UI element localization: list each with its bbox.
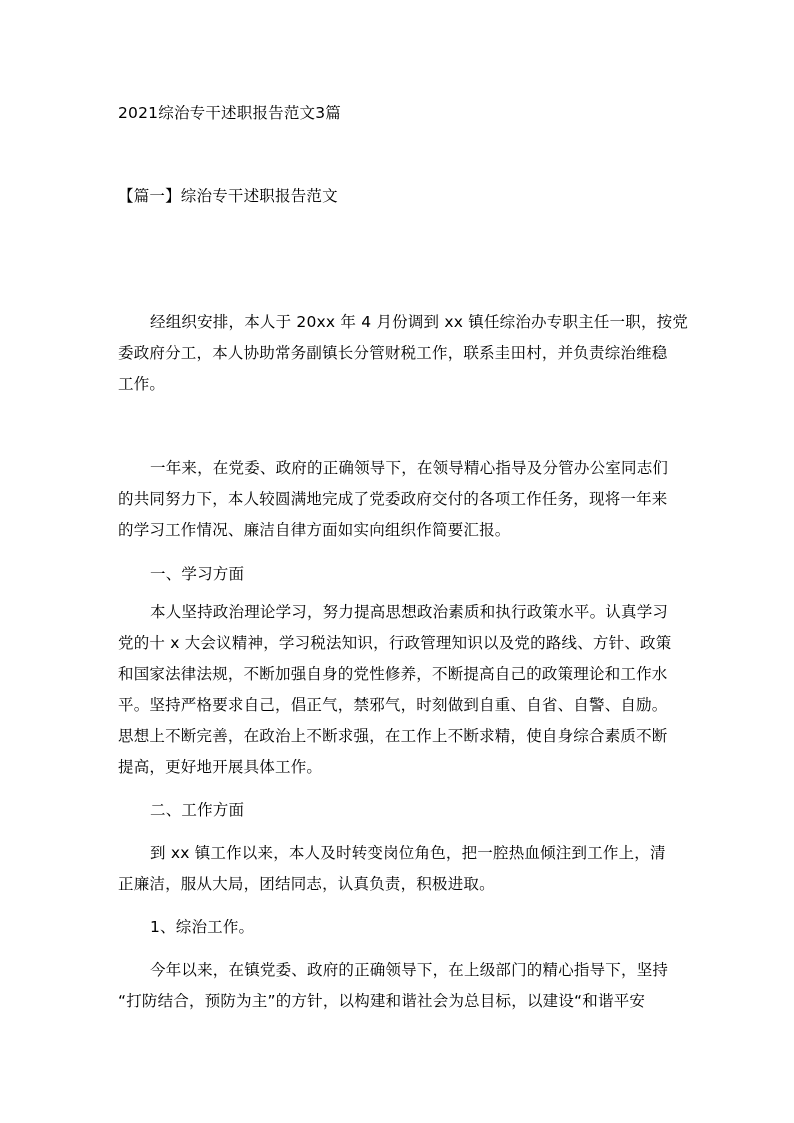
paragraph-line: 平。坚持严格要求自己，倡正气，禁邪气，时刻做到自重、自省、自警、自励。 (118, 696, 668, 714)
subheading: 一、学习方面 (150, 565, 245, 583)
paragraph-line: 经组织安排，本人于 20xx 年 4 月份调到 xx 镇任综治办专职主任一职，按党 (150, 313, 689, 331)
paragraph-line: 和国家法律法规，不断加强自身的党性修养，不断提高自己的政策理论和工作水 (118, 665, 668, 683)
paragraph-line: 的共同努力下，本人较圆满地完成了党委政府交付的各项工作任务，现将一年来 (118, 490, 668, 508)
paragraph-line: “打防结合，预防为主”的方针，以构建和谐社会为总目标，以建设“和谐平安 (118, 992, 646, 1010)
paragraph-line: 正廉洁，服从大局，团结同志，认真负责，积极进取。 (118, 875, 495, 893)
paragraph-line: 提高，更好地开展具体工作。 (118, 758, 323, 776)
paragraph-line: 本人坚持政治理论学习，努力提高思想政治素质和执行政策水平。认真学习 (150, 603, 669, 621)
document-title: 2021综治专干述职报告范文3篇 (118, 104, 342, 122)
subheading: 1、综治工作。 (150, 918, 255, 936)
paragraph-line: 一年来，在党委、政府的正确领导下，在领导精心指导及分管办公室同志们 (150, 459, 669, 477)
paragraph-line: 委政府分工，本人协助常务副镇长分管财税工作，联系圭田村，并负责综治维稳 (118, 344, 668, 362)
paragraph-line: 工作。 (118, 375, 166, 393)
subheading: 二、工作方面 (150, 801, 245, 819)
paragraph-line: 思想上不断完善，在政治上不断求强，在工作上不断求精，使自身综合素质不断 (118, 727, 668, 745)
paragraph-line: 到 xx 镇工作以来，本人及时转变岗位角色，把一腔热血倾注到工作上，清 (150, 844, 666, 862)
paragraph-line: 今年以来，在镇党委、政府的正确领导下，在上级部门的精心指导下，坚持 (150, 961, 669, 979)
paragraph-line: 党的十 x 大会议精神，学习税法知识，行政管理知识以及党的路线、方针、政策 (118, 634, 672, 652)
section-heading: 【篇一】综治专干述职报告范文 (118, 187, 338, 205)
paragraph-line: 的学习工作情况、廉洁自律方面如实向组织作简要汇报。 (118, 521, 511, 539)
